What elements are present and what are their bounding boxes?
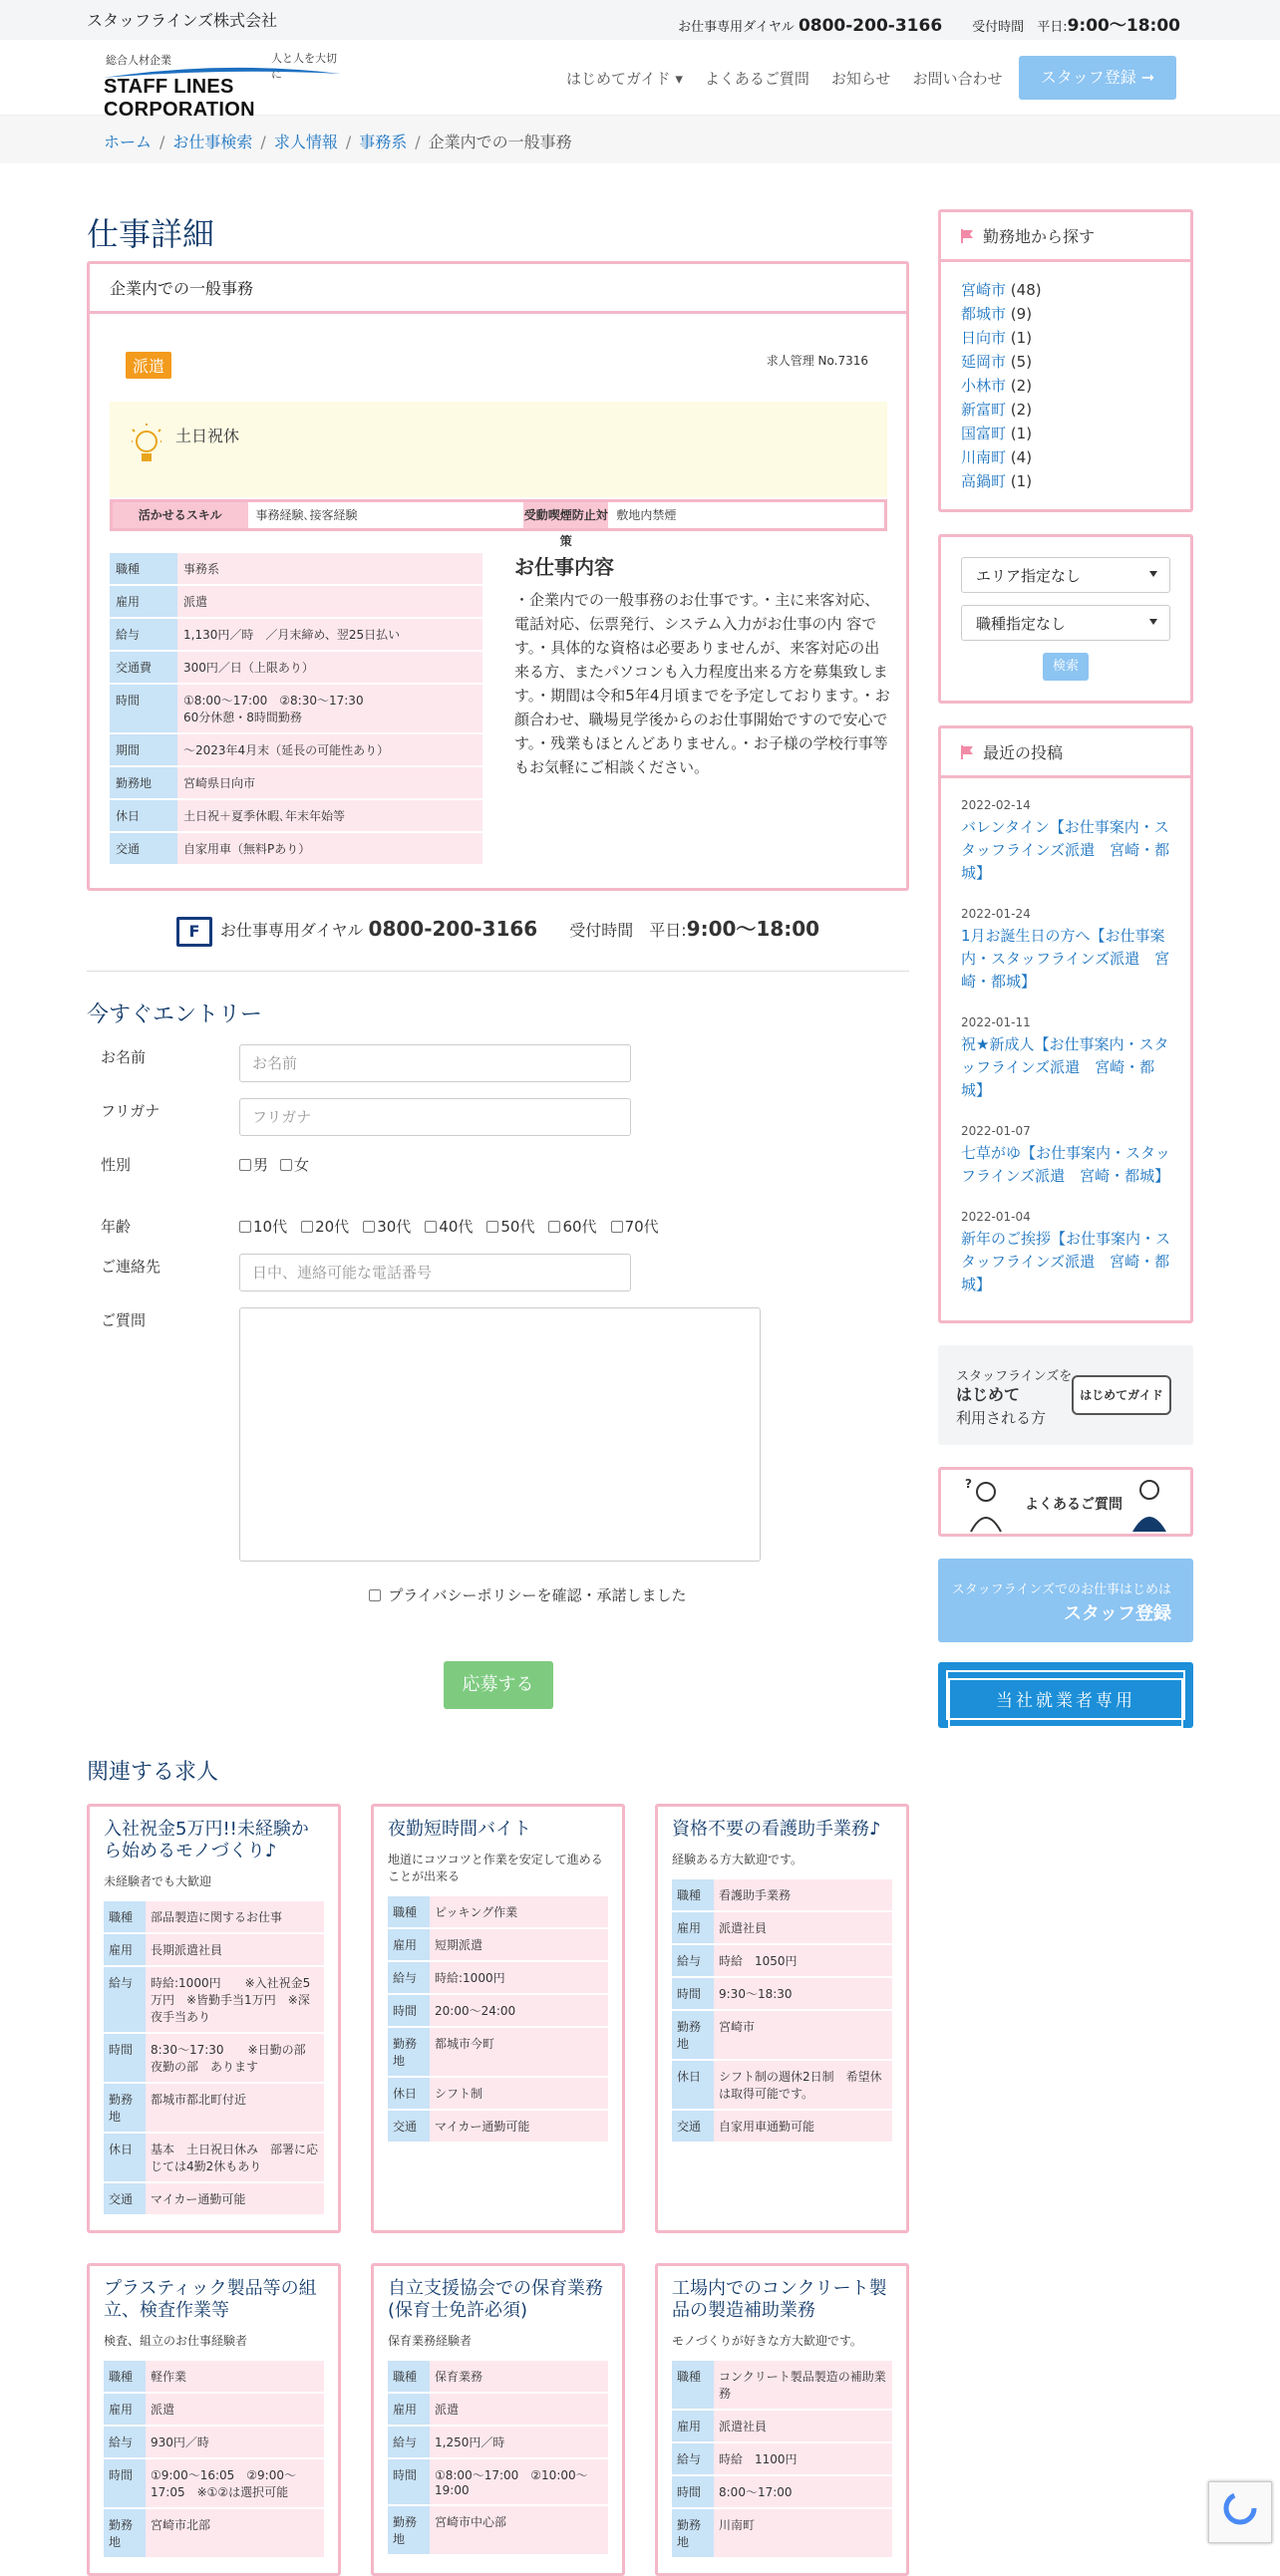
related-job-table <box>672 2361 892 2559</box>
row-key: 勤務地 <box>388 2505 430 2555</box>
row-key: 雇用 <box>104 2393 146 2426</box>
row-value: 派遣 <box>430 2393 608 2426</box>
person-question-icon <box>961 1474 1011 1534</box>
area-link[interactable]: 高鍋町 <box>961 472 1007 490</box>
row-key: 交通 <box>672 2110 714 2143</box>
gender-male-checkbox[interactable] <box>239 1159 251 1171</box>
area-link[interactable]: 川南町 <box>961 448 1007 466</box>
table-row <box>672 1879 892 1911</box>
area-item <box>961 422 1170 445</box>
row-value: 看護助手業務 <box>714 1879 892 1911</box>
first-guide-banner[interactable]: スタッフラインズを はじめて 利用される方 はじめてガイド <box>938 1345 1193 1445</box>
area-count: (2) <box>1010 377 1033 395</box>
post-link[interactable]: 1月お誕生日の方へ【お仕事案内・スタッフラインズ派遣 宮崎・都城】 <box>961 927 1170 991</box>
lightbulb-icon <box>132 424 161 469</box>
table-row <box>104 2182 324 2215</box>
faq-banner[interactable]: ? よくあるご質問 <box>938 1467 1193 1537</box>
area-item <box>961 278 1170 302</box>
spec-value: 事務系 <box>177 553 482 585</box>
row-key: 時間 <box>388 2458 430 2505</box>
related-job-title[interactable]: 入社祝金5万円!!未経験から始めるモノづくり♪ <box>104 1818 309 1861</box>
table-row <box>672 2060 892 2110</box>
post-link[interactable]: 七草がゆ【お仕事案内・スタッフラインズ派遣 宮崎・都城】 <box>961 1144 1171 1185</box>
area-count: (1) <box>1010 425 1033 442</box>
spec-row <box>110 799 482 832</box>
row-value: 川南町 <box>714 2508 892 2558</box>
row-key: 雇用 <box>672 1911 714 1944</box>
crumb-search[interactable]: お仕事検索 <box>172 133 253 151</box>
breadcrumb: ホーム / お仕事検索 / 求人情報 / 事務系 / 企業内での一般事務 <box>0 116 1280 163</box>
related-job-card[interactable] <box>655 2263 909 2576</box>
row-value: 時給 1050円 <box>714 1944 892 1977</box>
row-key: 職種 <box>104 2361 146 2393</box>
row-key: 時間 <box>672 1977 714 2010</box>
post-link[interactable]: バレンタイン【お仕事案内・スタッフラインズ派遣 宮崎・都城】 <box>961 818 1170 882</box>
spec-key: 交通費 <box>110 651 177 684</box>
area-item <box>961 374 1170 398</box>
table-row <box>104 1933 324 1966</box>
post-date: 2022-02-14 <box>961 798 1031 812</box>
row-value: ①9:00〜16:05 ②9:00〜17:05 ※①②は選択可能 <box>146 2458 324 2508</box>
recaptcha-badge[interactable] <box>1208 2481 1272 2543</box>
top-dial: お仕事専用ダイヤル 0800-200-3166 受付時間 平日:9:00〜18:00 <box>678 16 1180 36</box>
area-link[interactable]: 小林市 <box>961 377 1007 395</box>
job-detail-box <box>87 261 909 891</box>
table-row <box>104 2426 324 2458</box>
area-link[interactable]: 国富町 <box>961 425 1007 442</box>
row-key: 勤務地 <box>104 2508 146 2558</box>
row-value: 派遣社員 <box>714 2410 892 2442</box>
age-options <box>239 1216 673 1237</box>
table-row <box>672 2110 892 2143</box>
related-job-card[interactable] <box>371 1804 625 2233</box>
staff-register-banner[interactable]: スタッフラインズでのお仕事はじめは スタッフ登録 <box>938 1559 1193 1642</box>
related-job-table <box>388 1896 608 2144</box>
post-date: 2022-01-04 <box>961 1210 1031 1224</box>
row-value: 派遣 <box>146 2393 324 2426</box>
main-nav <box>566 68 1024 89</box>
flag-icon <box>961 229 975 243</box>
header <box>0 40 1280 121</box>
post-item <box>961 798 1170 885</box>
row-value: 9:30〜18:30 <box>714 1977 892 2010</box>
row-key: 給与 <box>104 1966 146 2033</box>
table-row <box>104 2458 324 2508</box>
row-key: 給与 <box>388 2426 430 2458</box>
table-row <box>104 2393 324 2426</box>
search-button[interactable]: 検索 <box>1043 653 1089 681</box>
row-value: コンクリート製品製造の補助業務 <box>714 2361 892 2410</box>
row-key: 雇用 <box>388 2393 430 2426</box>
age-checkbox[interactable] <box>548 1221 560 1233</box>
row-value: 時給 1100円 <box>714 2442 892 2475</box>
privacy-consent[interactable]: プライバシーポリシーを確認・承諾しました <box>87 1584 909 1605</box>
row-value: 短期派遣 <box>430 1928 608 1961</box>
main-content: 仕事詳細 企業内での一般事務 派遣 求人管理 No.7316 土日祝休 活かせるスキル 事務経験､接客経験 受動喫煙防止対策 敷地内禁煙 職種 事務系 雇用 派遣 給与 1,130円／時 ／月末締め、翌25日払い 交通費 300円／日（上限あり） 時間 ①8:00〜17:00 ②8:30〜17:30 60分休憩・8時間勤務 期間 〜2023年4月末（延長の可能性あり） 勤務地 宮崎県日向市 休日 土日祝＋夏季休暇､年末年始等 交通 自家用車（無料Pあり） お仕事内容 ・企業内での一般事務のお仕事です。・主に来客対応、電話対応、伝票発行、システム入力がお仕事の内 容です。・具体的な資格は必要ありませんが、来客対応の出来る方、またパソコンも入力程度出来る方を募集致します。・期間は令和5年4月頃までを予定しております。・お顔合わせ、職場見学後からのお仕事開始ですので安心です。・残業もほとんどありません。・お子様の学校行事等もお気軽にご相談ください。 F お仕事専用ダイヤル 0800-200-3166 受付時間 平日:9:00〜18:00 今すぐエントリー お名前 お名前 フリガナ フリガナ 性別 男 女 年齢 10代 20代 30代 40代 50代 60代 70代 ご連絡先 日中、連絡可能な電話番号 ご質問 プライバシーポリシーを確認・承諾しました 応募する 関連する求人 入社祝金5万円!!未経験から始めるモノづくり♪ 未経験者でも大歓迎 職種 部品製造に関するお仕事 雇用 長期派遣社員 給与 時給:1000円 ※入社祝金5万円 ※皆勤手当1万円 ※深夜手当あり 時間 8:30〜17:30 ※日勤の部 夜勤の部 あります 勤務地 都城市都北町付近 休日 基本 土日祝日休み 部署に応じては4勤2休もあり 交通 マイカー通勤可能 夜勤短時間バイト 地道にコツコツと作業を安定して進めることが出来る 職種 ピッキング作業 雇用 短期派遣 給与 時給:1000円 時間 20:00〜24:00 勤務地 都城市今町 休日 シフト制 交通 マイカー通勤可能 資格不要の看護助手業務♪ 経験ある方大歓迎です。 職種 看護助手業務 雇用 派遣社員 給与 時給 1050円 時間 9:30〜18:30 勤務地 宮崎市 休日 シフト制の週休2日制 希望休は取得可能です。 交通 自家用車通勤可能 プラスティック製品等の組立、検査作業等 検査、組立のお仕事経験者 職種 軽作業 雇用 派遣 給与 930円／時 時間 ①9:00〜16:05 ②9:00〜17:05 ※①②は選択可能 勤務地 宮崎市北部 自立支援協会での保育業務 (保育士免許必須) 保育業務経験者 職種 保育業務 雇用 派遣 給与 1,250円／時 時間 ①8:00〜17:00 ②10:00〜19:00 勤務地 宮崎市中心部 工場内でのコンクリート製品の製造補助業務 モノづくりが好きな方大歓迎です。 職種 コンクリート製品製造の補助業務 雇用 派遣社員 給与 時給 1100円 時間 8:00〜17:00 勤務地 川南町 <box>87 209 909 2576</box>
row-key: 職種 <box>388 1896 430 1928</box>
filter-box <box>938 534 1193 704</box>
table-row <box>672 1977 892 2010</box>
spec-value: 土日祝＋夏季休暇､年末年始等 <box>177 799 482 832</box>
spec-value: 宮崎県日向市 <box>177 766 482 799</box>
dial-info: F お仕事専用ダイヤル 0800-200-3166 受付時間 平日:9:00〜18:00 <box>87 891 909 972</box>
table-row <box>672 1944 892 1977</box>
related-job-table <box>104 1901 324 2216</box>
spec-row <box>110 733 482 766</box>
table-row <box>672 2475 892 2508</box>
row-value: 軽作業 <box>146 2361 324 2393</box>
row-key: 給与 <box>672 2442 714 2475</box>
row-key: 時間 <box>104 2458 146 2508</box>
area-item <box>961 445 1170 469</box>
spec-row <box>110 684 482 733</box>
area-search-box: 勤務地から探す 宮崎市 (48) 都城市 (9) 日向市 (1) 延岡市 (5) 小林市 (2) 新富町 (2) 国富町 (1) 川南町 (4) 高鍋町 (1) <box>938 209 1193 512</box>
area-item <box>961 302 1170 326</box>
spec-value: 〜2023年4月末（延長の可能性あり） <box>177 733 482 766</box>
logo-text: STAFF LINES CORPORATION <box>104 76 255 121</box>
table-row <box>104 1966 324 2033</box>
top-bar <box>0 0 1280 40</box>
row-value: 部品製造に関するお仕事 <box>146 1901 324 1933</box>
row-value: 時給:1000円 ※入社祝金5万円 ※皆勤手当1万円 ※深夜手当あり <box>146 1966 324 2033</box>
row-key: 雇用 <box>672 2410 714 2442</box>
spec-row <box>110 618 482 651</box>
post-item <box>961 907 1170 994</box>
related-job-title[interactable]: 自立支援協会での保育業務 (保育士免許必須) <box>388 2277 603 2321</box>
spec-row <box>110 553 482 585</box>
crumb-home[interactable]: ホーム <box>104 133 153 151</box>
row-key: 時間 <box>104 2033 146 2083</box>
area-link[interactable]: 宮崎市 <box>961 281 1007 299</box>
row-key: 休日 <box>672 2060 714 2110</box>
spec-row <box>110 832 482 865</box>
spec-value: 派遣 <box>177 585 482 618</box>
related-job-card[interactable] <box>87 2263 341 2576</box>
row-key: 勤務地 <box>104 2083 146 2133</box>
table-row <box>104 2508 324 2558</box>
row-value: 都城市都北町付近 <box>146 2083 324 2133</box>
area-select[interactable]: エリア指定なし <box>961 557 1170 593</box>
table-row <box>388 2426 608 2458</box>
area-count: (1) <box>1010 472 1033 490</box>
row-key: 雇用 <box>104 1933 146 1966</box>
table-row <box>672 2361 892 2410</box>
related-job-title[interactable]: プラスティック製品等の組立、検査作業等 <box>104 2277 317 2321</box>
table-row <box>672 2010 892 2060</box>
table-row <box>388 2505 608 2555</box>
row-key: 給与 <box>104 2426 146 2458</box>
area-count: (9) <box>1010 305 1033 323</box>
row-value: 自家用車通勤可能 <box>714 2110 892 2143</box>
row-value: 20:00〜24:00 <box>430 1994 608 2027</box>
kana-input[interactable]: フリガナ <box>239 1098 631 1136</box>
row-value: 8:00〜17:00 <box>714 2475 892 2508</box>
spec-value: ①8:00〜17:00 ②8:30〜17:30 60分休憩・8時間勤務 <box>177 684 482 733</box>
area-count: (1) <box>1010 329 1033 347</box>
age-option[interactable]: 70代 <box>611 1218 659 1236</box>
dispatch-badge: 派遣 <box>126 352 171 379</box>
age-option[interactable]: 40代 <box>425 1218 473 1236</box>
related-job-table <box>672 1879 892 2144</box>
spec-row <box>110 651 482 684</box>
row-key: 給与 <box>388 1961 430 1994</box>
related-job-title[interactable]: 夜勤短時間バイト <box>388 1818 531 1840</box>
area-count: (4) <box>1010 448 1033 466</box>
row-value: 時給:1000円 <box>430 1961 608 1994</box>
area-link[interactable]: 新富町 <box>961 401 1007 419</box>
row-value: 派遣社員 <box>714 1911 892 1944</box>
guide-button[interactable]: はじめてガイド <box>1072 1375 1171 1415</box>
skill-row: 活かせるスキル 事務経験､接客経験 受動喫煙防止対策 敷地内禁煙 <box>110 499 887 531</box>
management-no: 求人管理 No.7316 <box>766 354 868 368</box>
related-job-table <box>388 2361 608 2556</box>
svg-text:?: ? <box>965 1477 972 1491</box>
row-key: 交通 <box>104 2182 146 2215</box>
row-value: ①8:00〜17:00 ②10:00〜19:00 <box>430 2458 608 2505</box>
spec-key: 交通 <box>110 832 177 865</box>
row-key: 時間 <box>672 2475 714 2508</box>
crumb-office[interactable]: 事務系 <box>359 133 408 151</box>
area-count: (48) <box>1010 281 1042 299</box>
spec-key: 勤務地 <box>110 766 177 799</box>
table-row <box>388 1994 608 2027</box>
company-name: スタッフラインズ株式会社 <box>87 11 278 30</box>
spec-row <box>110 585 482 618</box>
row-value: 長期派遣社員 <box>146 1933 324 1966</box>
row-key: 雇用 <box>388 1928 430 1961</box>
row-key: 休日 <box>388 2077 430 2110</box>
row-value: マイカー通勤可能 <box>146 2182 324 2215</box>
related-job-sub: 経験ある方大歓迎です。 <box>672 1852 803 1866</box>
crumb-current: 企業内での一般事務 <box>428 133 572 151</box>
spec-key: 時間 <box>110 684 177 733</box>
table-row <box>388 2027 608 2077</box>
row-value: 宮崎市 <box>714 2010 892 2060</box>
staff-person-icon <box>1124 1474 1174 1534</box>
area-item <box>961 469 1170 493</box>
freecall-icon: F <box>176 917 212 947</box>
contact-input[interactable]: 日中、連絡可能な電話番号 <box>239 1254 631 1291</box>
row-value: 宮崎市北部 <box>146 2508 324 2558</box>
area-link[interactable]: 延岡市 <box>961 353 1007 371</box>
related-jobs <box>87 1804 909 2576</box>
row-value: 保育業務 <box>430 2361 608 2393</box>
table-row <box>388 1928 608 1961</box>
table-row <box>388 2458 608 2505</box>
name-input[interactable]: お名前 <box>239 1044 631 1082</box>
nav-guide[interactable]: はじめてガイド ▾ <box>566 70 683 88</box>
staff-register-button[interactable]: スタッフ登録 ➞ <box>1019 56 1176 100</box>
spec-key: 期間 <box>110 733 177 766</box>
entry-title: 今すぐエントリー <box>87 1002 263 1027</box>
row-key: 職種 <box>672 2361 714 2410</box>
age-checkbox[interactable] <box>611 1221 623 1233</box>
table-row <box>672 2410 892 2442</box>
row-value: シフト制 <box>430 2077 608 2110</box>
table-row <box>104 2033 324 2083</box>
holiday-text: 土日祝休 <box>175 427 240 445</box>
related-job-sub: 保育業務経験者 <box>388 2333 473 2348</box>
table-row <box>672 2508 892 2558</box>
related-job-card[interactable] <box>87 1804 341 2233</box>
spec-value: 自家用車（無料Pあり） <box>177 832 482 865</box>
table-row <box>388 1961 608 1994</box>
post-date: 2022-01-11 <box>961 1015 1031 1029</box>
area-link[interactable]: 都城市 <box>961 305 1007 323</box>
post-date: 2022-01-24 <box>961 907 1031 921</box>
row-key: 給与 <box>672 1944 714 1977</box>
row-value: ピッキング作業 <box>430 1896 608 1928</box>
age-option[interactable]: 20代 <box>301 1218 349 1236</box>
area-item <box>961 326 1170 350</box>
area-count: (5) <box>1010 353 1033 371</box>
table-row <box>388 1896 608 1928</box>
related-job-card[interactable] <box>655 1804 909 2233</box>
gender-female-checkbox[interactable] <box>280 1159 292 1171</box>
table-row <box>388 2110 608 2143</box>
age-checkbox[interactable] <box>301 1221 313 1233</box>
area-item <box>961 350 1170 374</box>
table-row <box>388 2361 608 2393</box>
post-item <box>961 1015 1170 1102</box>
table-row <box>388 2077 608 2110</box>
table-row <box>104 2361 324 2393</box>
row-key: 時間 <box>388 1994 430 2027</box>
post-date: 2022-01-07 <box>961 1124 1031 1138</box>
nav-news[interactable]: お知らせ <box>830 70 891 88</box>
flag-icon <box>961 745 975 759</box>
row-value: マイカー通勤可能 <box>430 2110 608 2143</box>
spec-key: 給与 <box>110 618 177 651</box>
page-title: 仕事詳細 <box>87 215 215 253</box>
row-value: シフト制の週休2日制 希望休は取得可能です。 <box>714 2060 892 2110</box>
row-value: 都城市今町 <box>430 2027 608 2077</box>
table-row <box>104 2133 324 2182</box>
table-row <box>104 1901 324 1933</box>
related-job-title[interactable]: 資格不要の看護助手業務♪ <box>672 1818 881 1840</box>
age-option[interactable]: 60代 <box>548 1218 596 1236</box>
job-type-select[interactable]: 職種指定なし <box>961 605 1170 641</box>
row-key: 勤務地 <box>672 2010 714 2060</box>
recaptcha-icon <box>1209 2482 1271 2542</box>
privacy-checkbox[interactable] <box>369 1589 381 1601</box>
age-option[interactable]: 10代 <box>239 1218 287 1236</box>
age-option[interactable]: 50代 <box>486 1218 534 1236</box>
spec-row <box>110 766 482 799</box>
post-item <box>961 1124 1170 1188</box>
logo[interactable]: 総合人材企業 人と人を大切に STAFF LINES CORPORATION <box>104 52 343 104</box>
row-value: 基本 土日祝日休み 部署に応じては4勤2休もあり <box>146 2133 324 2182</box>
spec-value: 1,130円／時 ／月末締め、翌25日払い <box>177 618 482 651</box>
related-job-table <box>104 2361 324 2559</box>
age-checkbox[interactable] <box>486 1221 498 1233</box>
table-row <box>388 2393 608 2426</box>
age-checkbox[interactable] <box>239 1221 251 1233</box>
holiday-panel <box>110 402 887 497</box>
related-job-sub: モノづくりが好きな方大歓迎です。 <box>672 2333 862 2348</box>
age-checkbox[interactable] <box>425 1221 437 1233</box>
crumb-jobs[interactable]: 求人情報 <box>273 133 338 151</box>
gender-options: 男 女 <box>239 1154 321 1175</box>
spec-key: 雇用 <box>110 585 177 618</box>
row-key: 交通 <box>388 2110 430 2143</box>
job-spec-table <box>110 553 482 866</box>
area-count: (2) <box>1010 401 1033 419</box>
related-job-title[interactable]: 工場内でのコンクリート製品の製造補助業務 <box>672 2277 887 2321</box>
sidebar <box>938 209 1193 1749</box>
row-value: 930円／時 <box>146 2426 324 2458</box>
table-row <box>672 1911 892 1944</box>
age-option[interactable]: 30代 <box>363 1218 411 1236</box>
related-job-sub: 検査、組立のお仕事経験者 <box>104 2333 248 2348</box>
post-link[interactable]: 祝★新成人【お仕事案内・スタッフラインズ派遣 宮崎・都城】 <box>961 1035 1169 1099</box>
nav-faq[interactable]: よくあるご質問 <box>704 70 809 88</box>
area-item <box>961 398 1170 422</box>
row-value: 宮崎市中心部 <box>430 2505 608 2555</box>
row-key: 職種 <box>104 1901 146 1933</box>
dial-number[interactable]: 0800-200-3166 <box>368 917 538 941</box>
related-job-card[interactable] <box>371 2263 625 2576</box>
top-dial-number[interactable]: 0800-200-3166 <box>798 16 943 36</box>
job-title: 企業内での一般事務 <box>90 264 906 314</box>
related-job-sub: 未経験者でも大歓迎 <box>104 1873 212 1888</box>
related-job-sub: 地道にコツコツと作業を安定して進めることが出来る <box>388 1852 603 1883</box>
row-key: 職種 <box>672 1879 714 1911</box>
related-title: 関連する求人 <box>87 1759 219 1785</box>
nav-contact[interactable]: お問い合わせ <box>912 70 1003 88</box>
row-value: 8:30〜17:30 ※日勤の部 夜勤の部 あります <box>146 2033 324 2083</box>
recent-posts-box: 最近の投稿 2022-02-14 バレンタイン【お仕事案内・スタッフラインズ派遣 宮崎・都城】 2022-01-24 1月お誕生日の方へ【お仕事案内・スタッフラインズ派遣 宮崎・都城】 2022-01-11 祝★新成人【お仕事案内・スタッフラインズ派遣 宮崎・都城】 2022-01-07 七草がゆ【お仕事案内・スタッフラインズ派遣 宮崎・都城】 2022-01-04 新年のご挨拶【お仕事案内・スタッフラインズ派遣 宮崎・都城】 <box>938 725 1193 1323</box>
spec-value: 300円／日（上限あり） <box>177 651 482 684</box>
row-value: 1,250円／時 <box>430 2426 608 2458</box>
members-only-banner[interactable]: 当社就業者専用 members only <box>938 1662 1193 1728</box>
row-key: 勤務地 <box>388 2027 430 2077</box>
table-row <box>104 2083 324 2133</box>
table-row <box>672 2442 892 2475</box>
post-item <box>961 1210 1170 1296</box>
spec-key: 休日 <box>110 799 177 832</box>
row-key: 休日 <box>104 2133 146 2182</box>
area-link[interactable]: 日向市 <box>961 329 1007 347</box>
row-key: 勤務地 <box>672 2508 714 2558</box>
post-link[interactable]: 新年のご挨拶【お仕事案内・スタッフラインズ派遣 宮崎・都城】 <box>961 1230 1171 1293</box>
job-description: お仕事内容 ・企業内での一般事務のお仕事です。・主に来客対応、電話対応、伝票発行、システム入力がお仕事の内 容です。・具体的な資格は必要ありませんが、来客対応の出来る方、またパソコンも入力程度出来る方を募集致します。・期間は令和5年4月頃までを予定しております。・お顔合わせ、職場見学後からのお仕事開始ですので安心です。・残業もほとんどありません。・お子様の学校行事等もお気軽にご相談ください。 <box>514 555 890 776</box>
age-checkbox[interactable] <box>363 1221 375 1233</box>
row-key: 職種 <box>388 2361 430 2393</box>
spec-key: 職種 <box>110 553 177 585</box>
apply-button[interactable]: 応募する <box>444 1661 553 1709</box>
question-textarea[interactable] <box>239 1307 761 1562</box>
